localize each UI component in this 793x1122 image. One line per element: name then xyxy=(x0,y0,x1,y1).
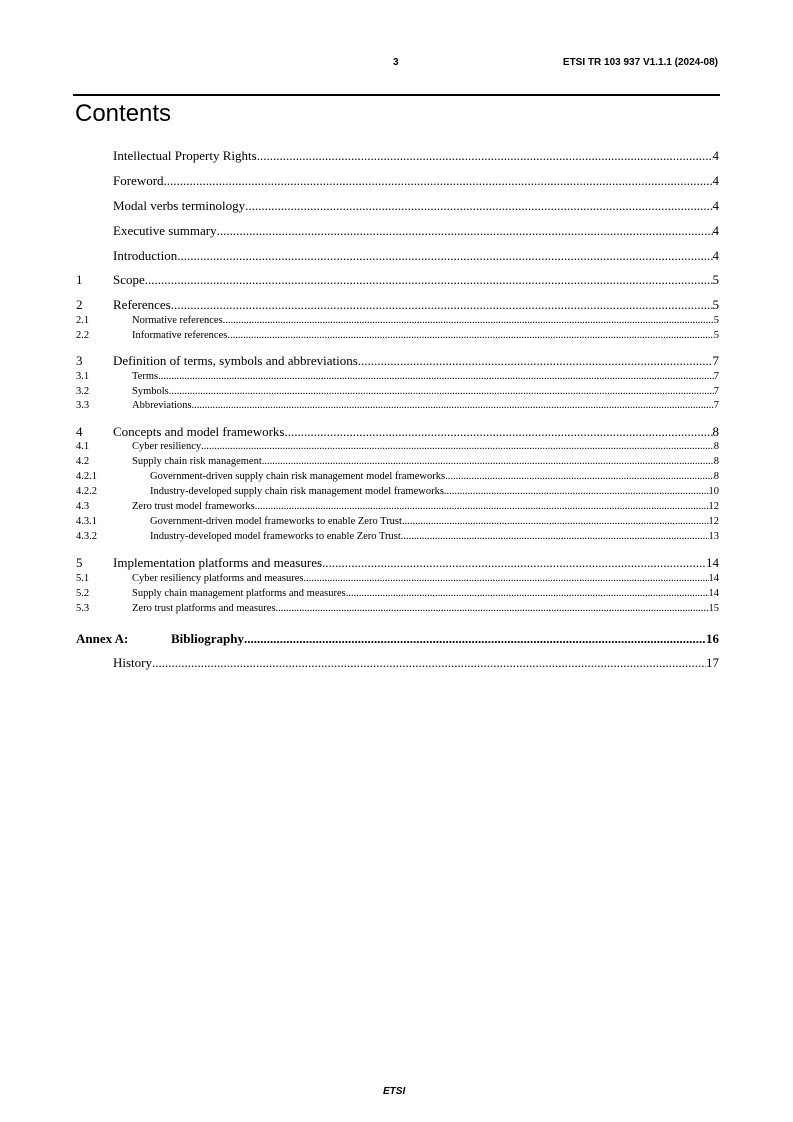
toc-entry[interactable] xyxy=(76,272,719,288)
toc-entry-title: Industry-developed model frameworks to enable Zero Trust xyxy=(150,531,401,542)
toc-leader-dots xyxy=(255,501,709,512)
toc-entry-number: 2.1 xyxy=(76,315,90,326)
toc-entry-number: 4 xyxy=(76,424,83,439)
toc-entry[interactable] xyxy=(76,315,719,326)
toc-entry-title: References xyxy=(113,297,171,312)
toc-entry-page: 5 xyxy=(713,315,719,326)
toc-entry[interactable] xyxy=(76,223,719,239)
toc-leader-dots xyxy=(145,272,713,288)
toc-entry-title: Cyber resiliency xyxy=(132,441,202,452)
toc-leader-dots xyxy=(217,223,713,239)
toc-entry-title: Foreword xyxy=(113,173,164,188)
toc-entry-number: 4.3.1 xyxy=(76,516,97,527)
toc-entry-title: Zero trust model frameworks xyxy=(132,501,255,512)
toc-entry-title: Government-driven supply chain risk management model frameworks xyxy=(150,471,446,482)
toc-entry-page: 13 xyxy=(708,531,719,542)
toc-entry-title: Cyber resiliency platforms and measures xyxy=(132,573,304,584)
toc-leader-dots xyxy=(262,456,714,467)
toc-entry[interactable] xyxy=(76,471,719,482)
toc-entry[interactable] xyxy=(76,297,719,313)
toc-entry-title: Terms xyxy=(132,371,159,382)
toc-entry-number: 4.3 xyxy=(76,501,90,512)
toc-entry[interactable] xyxy=(76,173,719,189)
toc-entry-page: 16 xyxy=(706,631,719,646)
toc-leader-dots xyxy=(322,555,706,571)
toc-leader-dots xyxy=(201,441,714,452)
toc-leader-dots xyxy=(192,400,714,411)
toc-entry[interactable] xyxy=(76,486,719,497)
toc-entry-number: 5 xyxy=(76,555,83,570)
toc-entry-annex[interactable] xyxy=(76,631,719,647)
toc-entry-page: 7 xyxy=(713,371,719,382)
toc-entry-number: 4.2.1 xyxy=(76,471,97,482)
toc-leader-dots xyxy=(444,486,709,497)
toc-entry-page: 12 xyxy=(708,501,719,512)
toc-entry-number: 2 xyxy=(76,297,83,312)
toc-entry-page: 8 xyxy=(713,441,719,452)
toc-entry-number: 3.2 xyxy=(76,386,90,397)
toc-entry-title: Concepts and model frameworks xyxy=(113,424,285,439)
header-page-number: 3 xyxy=(393,57,399,68)
toc-entry-page: 4 xyxy=(712,173,719,188)
toc-entry[interactable] xyxy=(76,516,719,527)
toc-leader-dots xyxy=(275,603,708,614)
toc-entry[interactable] xyxy=(76,555,719,571)
toc-entry-page: 8 xyxy=(713,471,719,482)
toc-entry-title: Zero trust platforms and measures xyxy=(132,603,276,614)
toc-entry-number: 4.2.2 xyxy=(76,486,97,497)
toc-leader-dots xyxy=(358,353,713,369)
toc-entry-page: 14 xyxy=(708,573,719,584)
toc-entry-number: 5.3 xyxy=(76,603,90,614)
footer-etsi: ETSI xyxy=(383,1086,406,1097)
toc-leader-dots xyxy=(346,588,709,599)
toc-entry-page: 4 xyxy=(712,248,719,263)
toc-entry-title: Implementation platforms and measures xyxy=(113,555,323,570)
toc-entry[interactable] xyxy=(76,441,719,452)
toc-leader-dots xyxy=(223,315,714,326)
header-rule xyxy=(73,94,720,96)
toc-entry-title: Government-driven model frameworks to enable Zero Trust xyxy=(150,516,402,527)
toc-leader-dots xyxy=(164,173,713,189)
toc-leader-dots xyxy=(245,198,712,214)
toc-entry-title: Informative references xyxy=(132,330,228,341)
toc-entry-page: 15 xyxy=(708,603,719,614)
toc-entry[interactable] xyxy=(76,330,719,341)
toc-entry-number: 4.1 xyxy=(76,441,90,452)
toc-entry-number: Annex A: xyxy=(76,631,129,646)
toc-entry-page: 14 xyxy=(708,588,719,599)
toc-leader-dots xyxy=(257,148,713,164)
toc-entry-number: 2.2 xyxy=(76,330,90,341)
toc-entry-number: 3.3 xyxy=(76,400,90,411)
toc-leader-dots xyxy=(227,330,713,341)
toc-leader-dots xyxy=(158,371,714,382)
toc-entry-number: 3.1 xyxy=(76,371,90,382)
toc-entry-page: 4 xyxy=(712,223,719,238)
toc-entry-title: Modal verbs terminology xyxy=(113,198,246,213)
toc-entry[interactable] xyxy=(76,148,719,164)
toc-leader-dots xyxy=(402,516,709,527)
toc-leader-dots xyxy=(177,248,712,264)
toc-entry-title: Normative references xyxy=(132,315,223,326)
toc-entry-number: 3 xyxy=(76,353,83,368)
toc-entry-number: 5.1 xyxy=(76,573,90,584)
toc-entry-title: History xyxy=(113,655,152,670)
toc-entry-number: 5.2 xyxy=(76,588,90,599)
toc-entry[interactable] xyxy=(76,400,719,411)
toc-entry[interactable] xyxy=(76,456,719,467)
toc-entry-title: Industry-developed supply chain risk management model frameworks xyxy=(150,486,444,497)
toc-entry-page: 5 xyxy=(713,330,719,341)
toc-entry-title: Symbols xyxy=(132,386,169,397)
toc-entry-title: Introduction xyxy=(113,248,178,263)
toc-leader-dots xyxy=(152,655,706,671)
toc-entry[interactable] xyxy=(76,655,719,671)
toc-entry-page: 4 xyxy=(712,198,719,213)
toc-entry-title: Abbreviations xyxy=(132,400,192,411)
toc-leader-dots xyxy=(445,471,714,482)
toc-entry[interactable] xyxy=(76,371,719,382)
toc-leader-dots xyxy=(171,297,713,313)
toc-entry[interactable] xyxy=(76,424,719,440)
toc-leader-dots xyxy=(244,631,706,647)
toc-entry-page: 14 xyxy=(706,555,719,570)
toc-entry-title: Supply chain risk management xyxy=(132,456,262,467)
toc-entry[interactable] xyxy=(76,386,719,397)
toc-entry-page: 4 xyxy=(712,148,719,163)
toc-entry-page: 8 xyxy=(712,424,719,439)
toc-entry-page: 17 xyxy=(706,655,719,670)
toc-entry[interactable] xyxy=(76,501,719,512)
toc-entry-page: 5 xyxy=(712,297,719,312)
toc-entry-page: 8 xyxy=(713,456,719,467)
toc-entry-title: Bibliography xyxy=(171,631,244,646)
page-title: Contents xyxy=(75,100,172,127)
toc-entry-title: Executive summary xyxy=(113,223,217,238)
toc-entry-title: Intellectual Property Rights xyxy=(113,148,257,163)
toc-entry-page: 7 xyxy=(712,353,719,368)
toc-entry[interactable] xyxy=(76,531,719,542)
toc-entry-number: 1 xyxy=(76,272,83,287)
header-document-id: ETSI TR 103 937 V1.1.1 (2024-08) xyxy=(562,57,718,68)
toc-entry-title: Definition of terms, symbols and abbreviations xyxy=(113,353,358,368)
toc-leader-dots xyxy=(284,424,712,440)
toc-entry-number: 4.2 xyxy=(76,456,90,467)
toc-entry[interactable] xyxy=(76,353,719,369)
toc-entry-page: 7 xyxy=(713,386,719,397)
toc-entry-page: 5 xyxy=(712,272,719,287)
toc-entry-title: Supply chain management platforms and measures xyxy=(132,588,346,599)
toc-entry-page: 10 xyxy=(708,486,719,497)
toc-entry-title: Scope xyxy=(113,272,145,287)
toc-leader-dots xyxy=(169,386,714,397)
toc-leader-dots xyxy=(401,531,709,542)
toc-entry[interactable] xyxy=(76,198,719,214)
toc-entry-number: 4.3.2 xyxy=(76,531,97,542)
toc-entry[interactable] xyxy=(76,248,719,264)
toc-entry[interactable] xyxy=(76,603,719,614)
toc-leader-dots xyxy=(303,573,708,584)
toc-entry[interactable] xyxy=(76,573,719,584)
toc-entry-page: 12 xyxy=(708,516,719,527)
toc-entry[interactable] xyxy=(76,588,719,599)
toc-entry-page: 7 xyxy=(713,400,719,411)
